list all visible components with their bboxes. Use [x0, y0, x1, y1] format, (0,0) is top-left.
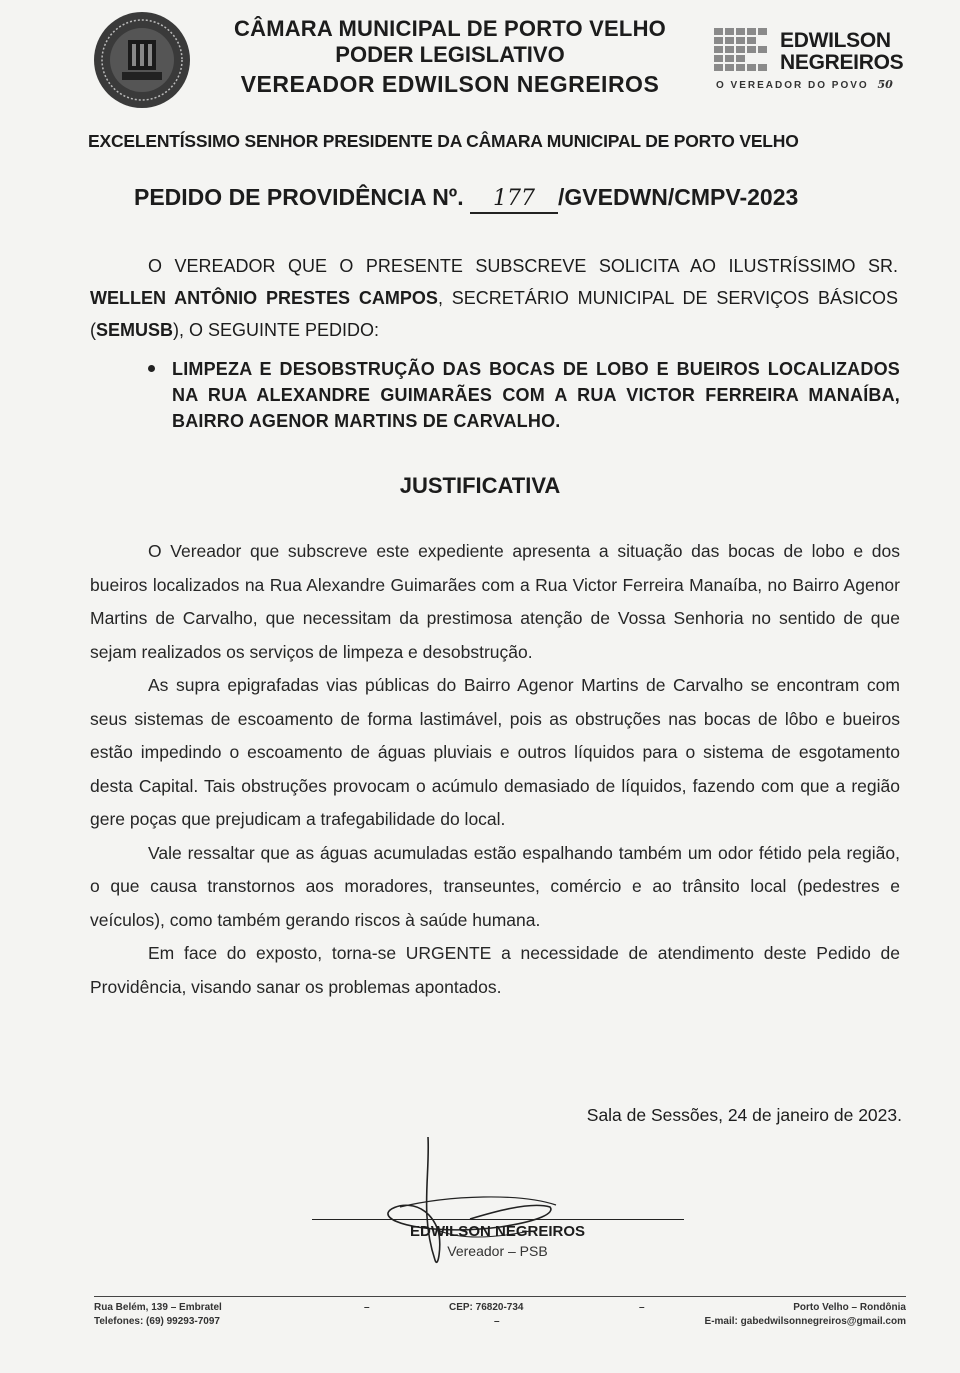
- justification-body: [90, 535, 900, 1004]
- request-title: [134, 184, 798, 214]
- brand-signature-mark: 50: [877, 78, 893, 91]
- municipal-seal-icon: [92, 10, 192, 110]
- request-number: 177: [470, 188, 558, 214]
- session-date: Sala de Sessões, 24 de janeiro de 2023.: [586, 1105, 902, 1125]
- footer-email: E-mail: gabedwilsonnegreiros@gmail.com: [704, 1316, 906, 1327]
- request-item-text: LIMPEZA E DESOBSTRUÇÃO DAS BOCAS DE LOBO E BUEIROS LOCALIZADOS NA RUA ALEXANDRE GUIMARÃES COM A RUA VICTOR FERREIRA MANAÍBA, BAIRRO AGENOR MARTINS DE CARVALHO.: [172, 359, 900, 431]
- intro-paragraph: [90, 250, 898, 346]
- footer-city: Porto Velho – Rondônia: [793, 1302, 906, 1313]
- footer-left: [94, 1301, 222, 1329]
- intro-part2: , SECRETÁRIO MUNICIPAL DE SERVIÇOS BÁSICOS (: [90, 288, 898, 340]
- justification-paragraph-1: O Vereador que subscreve este expediente apresenta a situação das bocas de lobo e dos bueiros localizados na Rua Alexandre Guimarães com a Rua Victor Ferreira Manaíba, no Bairro Agenor Martins de Carvalho, que necessitam da prestimosa atenção de Vossa Senhoria no sentido de que sejam realizados os serviços de limpeza e desobstrução.: [90, 541, 900, 662]
- brand-name-line1: EDWILSON: [780, 29, 891, 52]
- request-title-suffix: /GVEDWN/CMPV-2023: [557, 184, 799, 210]
- signatory-role: Vereador – PSB: [447, 1243, 548, 1259]
- signature-line: [312, 1219, 684, 1220]
- secretariat-acronym: SEMUSB: [96, 320, 174, 340]
- secretary-name: WELLEN ANTÔNIO PRESTES CAMPOS: [90, 288, 438, 308]
- footer-separator-2: –: [494, 1316, 500, 1327]
- justification-paragraph-2: As supra epigrafadas vias públicas do Bairro Agenor Martins de Carvalho se encontram com seus sistemas de escoamento de forma lastimável, pois as obstruções nas bocas de lôbo e bueiros estão impedindo o escoamento de águas pluviais e outros líquidos para o sistema de esgotamento desta Capital. Tais obstruções provocam o acúmulo demasiado de líquidos, fazendo com que a região gere poças que prejudicam a trafegabilidade do local.: [90, 675, 900, 829]
- footer-address: Rua Belém, 139 – Embratel: [94, 1302, 222, 1313]
- footer-separator-3: –: [639, 1302, 645, 1313]
- bullet-icon: [148, 365, 155, 372]
- justification-paragraph-3: Vale ressaltar que as águas acumuladas estão espalhando também um odor fétido pela região, o que causa transtornos aos moradores, transeuntes, comércio e ao trânsito local (pedestres e veículos), como também gerando riscos à saúde humana.: [90, 842, 900, 930]
- signatory-name: EDWILSON NEGREIROS: [409, 1223, 585, 1240]
- brand-name-line2: NEGREIROS: [780, 51, 904, 74]
- footer-divider: [94, 1296, 906, 1297]
- footer-cep: CEP: 76820-734: [449, 1302, 524, 1313]
- intro-part3: ), O SEGUINTE PEDIDO:: [173, 320, 380, 340]
- header-line-chamber: CÂMARA MUNICIPAL DE PORTO VELHO: [234, 16, 666, 41]
- brand-tagline: [716, 78, 893, 91]
- footer-separator-1: –: [364, 1302, 370, 1313]
- request-title-prefix: PEDIDO DE PROVIDÊNCIA Nº.: [134, 184, 464, 210]
- footer-phones: Telefones: (69) 99293-7097: [94, 1316, 220, 1327]
- header-line-councilor: VEREADOR EDWILSON NEGREIROS: [240, 71, 660, 97]
- header-line-power: PODER LEGISLATIVO: [335, 42, 565, 67]
- brand-tagline-text: O VEREADOR DO POVO: [716, 80, 869, 91]
- intro-part1: O VEREADOR QUE O PRESENTE SUBSCREVE SOLICITA AO ILUSTRÍSSIMO SR.: [148, 256, 898, 276]
- justification-title: JUSTIFICATIVA: [399, 473, 561, 498]
- justification-paragraph-4: Em face do exposto, torna-se URGENTE a necessidade de atendimento deste Pedido de Providência, visando sanar os problemas apontados.: [90, 943, 900, 997]
- brand-name: [780, 30, 903, 74]
- header-title-block: [205, 16, 695, 100]
- addressee-line: EXCELENTÍSSIMO SENHOR PRESIDENTE DA CÂMARA MUNICIPAL DE PORTO VELHO: [88, 131, 799, 151]
- footer-right: [705, 1301, 906, 1329]
